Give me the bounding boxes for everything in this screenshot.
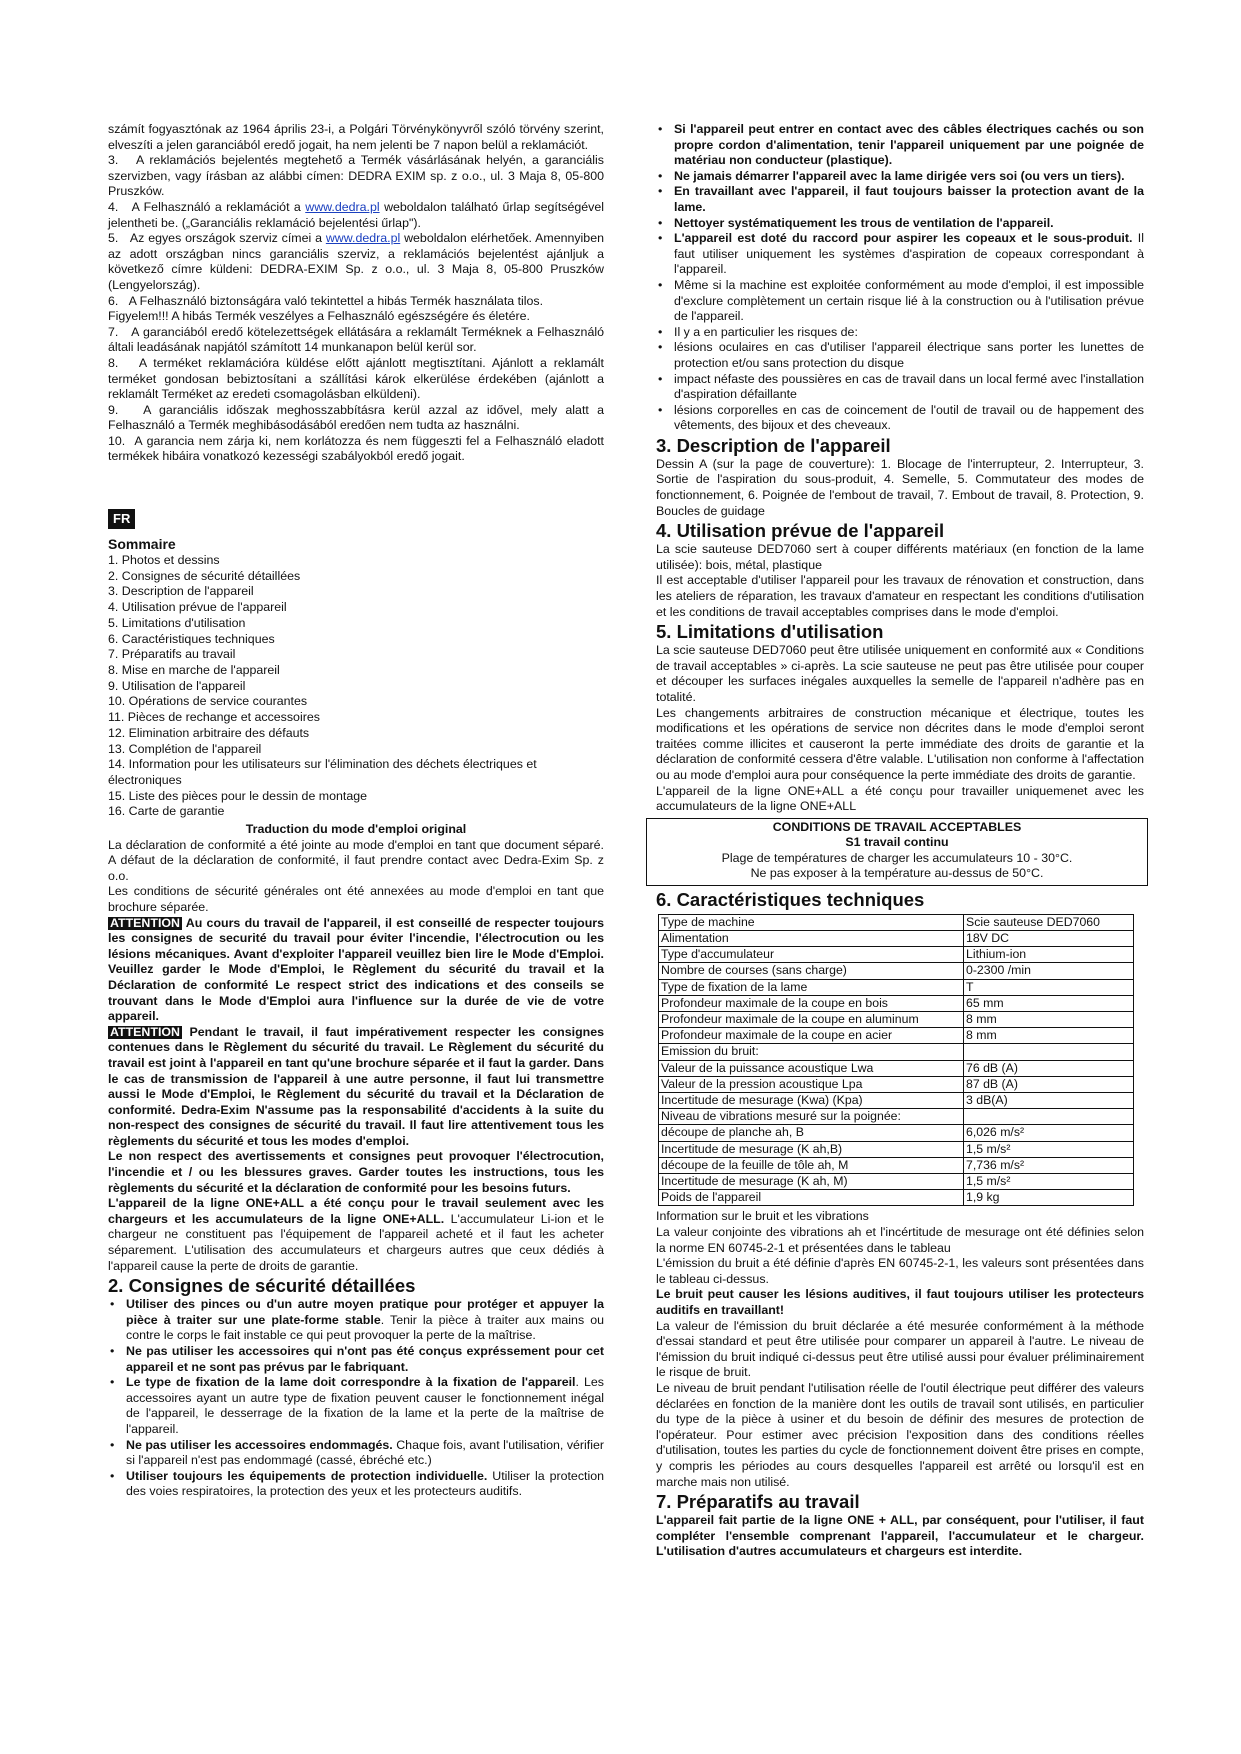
section-4-title: 4. Utilisation prévue de l'appareil: [656, 520, 945, 542]
table-row: [659, 1125, 1134, 1141]
hu-paragraph: Figyelem!!! A hibás Termék veszélyes a Felhasználó egészségére és életére.: [108, 309, 530, 324]
conditions-box: [646, 818, 1148, 886]
list-item: • impact néfaste des poussières en cas de travail dans un local fermé avec l'installation d'aspiration défaillante: [658, 371, 1144, 402]
toc-item: 7. Préparatifs au travail: [108, 647, 236, 662]
oneall-paragraph: [108, 1196, 604, 1274]
spec-value: 0-2300 /min: [964, 963, 1134, 979]
toc-item: 5. Limitations d'utilisation: [108, 615, 246, 630]
conditions-line: Plage de températures de charger les accumulateurs 10 - 30°C.: [721, 850, 1073, 865]
toc-item: 3. Description de l'appareil: [108, 584, 254, 599]
toc-item: 11. Pièces de rechange et accessoires: [108, 710, 320, 725]
list-item: • Même si la machine est exploitée conformément au mode d'emploi, il est impossible d'exclure complètement un certain risque lié à la construction ou à l'utilisation prévue de l'appareil.: [658, 277, 1144, 324]
hu-p5-text: 5. Az egyes országok szerviz címei a: [108, 231, 326, 246]
spec-label: Alimentation: [659, 930, 964, 946]
list-item: • lésions oculaires en cas d'utiliser l'appareil électrique sans porter les lunettes de protection et/ou sans protection du disque: [658, 340, 1144, 370]
toc-item: 1. Photos et dessins: [108, 553, 220, 568]
toc-item: 16. Carte de garantie: [108, 804, 225, 819]
spec-label: Profondeur maximale de la coupe en bois: [659, 995, 964, 1011]
list-item: • Utiliser toujours les équipements de protection individuelle. Utiliser la protection des voies respiratoires, la protection des yeux et les protecteurs auditifs.: [110, 1468, 604, 1499]
spec-label: Type de machine: [659, 914, 964, 930]
table-row: [659, 1174, 1134, 1190]
list-item: • lésions corporelles en cas de coincement de l'outil de travail ou de happement des vêtements, des bijoux et des cheveaux.: [658, 402, 1144, 433]
table-row: [659, 914, 1134, 930]
right-column: [656, 122, 1144, 1560]
table-row: [659, 995, 1134, 1011]
spec-label: Incertitude de mesurage (Kwa) (Kpa): [659, 1092, 964, 1108]
hu-paragraph: 7. A garanciából eredő kötelezettségek ellátására a reklamált Terméknek a Felhasználó általi leadásának napjától számított 14 munkanapon belül kerül sor.: [108, 324, 604, 355]
spec-label: Profondeur maximale de la coupe en acier: [659, 1028, 964, 1044]
spec-value: Lithium-ion: [964, 947, 1134, 963]
oneall-bold: L'appareil de la ligne ONE+ALL a été conçu pour le travail seulement avec les chargeurs et les accumulateurs de la ligne ONE+ALL.: [108, 1196, 604, 1226]
section-3-text: Dessin A (sur la page de couverture): 1. Blocage de l'interrupteur, 2. Interrupteur, 3. Sortie de l'aspiration du sous-produit, 4. Semelle, 5. Commutateur des modes de fonctionnement, 6. Poignée de l'embout de travail, 7. Embout de travail, 8. Protection, 9. Boucles de guidage: [656, 456, 1144, 518]
spec-value: 7,736 m/s²: [964, 1157, 1134, 1173]
table-row: [659, 1092, 1134, 1108]
hu-paragraph: 9. A garanciális időszak meghosszabbításra kerül azzal az idővel, mely alatt a Felhasználó a Termék meghibásodásából eredően nem tudta az használni.: [108, 402, 604, 433]
list-item: • Utiliser des pinces ou d'un autre moyen pratique pour protéger et appuyer la pièce à traiter sur une plate-forme stable. Tenir la pièce à traiter aux mains ou contre le corps le fait instable ce qui peut provoquer la perte de la maîtrise.: [110, 1297, 604, 1343]
toc-item: 9. Utilisation de l'appareil: [108, 678, 246, 693]
spec-label: Nombre de courses (sans charge): [659, 963, 964, 979]
attention-text: Pendant le travail, il faut impérativement respecter les consignes contenues dans le Règlement du sécurité du travail. Le Règlement du sécurité du travail est joint à l'appareil en tant qu'une brochure séparée et il faut la garder. Dans le cas de transmission de l'appareil à une autre personne, il faut lui transmettre aussi le Mode d'Emploi, le Règlement du sécurité du travail et la Déclaration de conformité. Dedra-Exim N'assume pas la responsabilité d'accidents à la suite du non-respect des consignes de sécurité du travail. Il faut lire attentivement tous les règlements du sécurité et tous les modes d'emploi.: [108, 1024, 604, 1148]
list-item: • L'appareil est doté du raccord pour aspirer les copeaux et le sous-produit. Il faut utiliser uniquement les systèmes d'aspiration de copeaux correspondant à l'appareil.: [658, 231, 1144, 277]
spec-label: Profondeur maximale de la coupe en aluminum: [659, 1011, 964, 1027]
spec-value: [964, 1109, 1134, 1125]
hu-paragraph: számít fogyasztónak az 1964 április 23-i, a Polgári Törvénykönyvről szóló törvény szerint, elveszíti a jelen garanciából eredő jogait, ha nem jelenti be 7 napon belül a reklamációt.: [108, 122, 604, 152]
section-7-text: L'appareil fait partie de la ligne ONE + ALL, par conséquent, pour l'utiliser, il faut compléter l'ensemble comprenant l'appareil, l'accumulateur et le chargeur. L'utilisation d'autres accumulateurs et chargeurs est interdite.: [656, 1513, 1144, 1559]
translation-title: Traduction du mode d'emploi original: [245, 822, 467, 837]
list-item: • Si l'appareil peut entrer en contact avec des câbles électriques cachés ou son propre cordon d'alimentation, tenir l'appareil uniquement par une poignée de matériau non conducteur (plastique).: [658, 122, 1144, 168]
hu-paragraph: 10. A garancia nem zárja ki, nem korlátozza és nem függeszti fel a Felhasználó eladott termékek hibáira vonatkozó kezességi szabályokból eredő jogait.: [108, 433, 604, 464]
list-item: • Ne pas utiliser les accessoires endommagés. Chaque fois, avant l'utilisation, vérifier si l'appareil n'est pas endommagé (cassé, ébréché etc.): [110, 1437, 604, 1468]
safety-list-continued: [656, 122, 1144, 434]
left-column: [108, 122, 604, 1500]
conditions-subtitle: S1 travail continu: [845, 835, 949, 850]
table-row: [659, 1028, 1134, 1044]
fr-flag-badge: FR: [108, 509, 135, 529]
spec-value: 87 dB (A): [964, 1076, 1134, 1092]
spec-value: T: [964, 979, 1134, 995]
spec-label: Niveau de vibrations mesuré sur la poignée:: [659, 1109, 964, 1125]
table-row: [659, 930, 1134, 946]
toc-item: 4. Utilisation prévue de l'appareil: [108, 600, 287, 615]
attention-label: ATTENTION: [110, 1024, 180, 1039]
spec-value: Scie sauteuse DED7060: [964, 914, 1134, 930]
hu-paragraph-4: [108, 200, 604, 231]
list-item: • En travaillant avec l'appareil, il faut toujours baisser la protection avant de la lame.: [658, 184, 1144, 214]
spec-label: Poids de l'appareil: [659, 1190, 964, 1206]
noise-info: L'émission du bruit a été définie d'après EN 60745-2-1, les valeurs sont présentées dans le tableau ci-dessus.: [656, 1256, 1144, 1286]
toc-item: 13. Complétion de l'appareil: [108, 741, 262, 756]
hu-p4-text: 4. A Felhasználó a reklamációt a: [108, 199, 306, 214]
toc-item: 15. Liste des pièces pour le dessin de montage: [108, 788, 367, 803]
hu-paragraph-5: [108, 231, 604, 293]
spec-value: 65 mm: [964, 995, 1134, 1011]
spec-label: Incertitude de mesurage (K ah,B): [659, 1141, 964, 1157]
table-row: [659, 1157, 1134, 1173]
spec-value: 6,026 m/s²: [964, 1125, 1134, 1141]
spec-label: Type de fixation de la lame: [659, 979, 964, 995]
spec-value: 3 dB(A): [964, 1092, 1134, 1108]
spec-label: découpe de la feuille de tôle ah, M: [659, 1157, 964, 1173]
toc-item: 8. Mise en marche de l'appareil: [108, 662, 280, 677]
noise-info: Information sur le bruit et les vibrations: [656, 1209, 869, 1224]
section-7-title: 7. Préparatifs au travail: [656, 1491, 860, 1513]
spec-label: Valeur de la pression acoustique Lpa: [659, 1076, 964, 1092]
table-row: [659, 1060, 1134, 1076]
table-row: [659, 1109, 1134, 1125]
table-row: [659, 963, 1134, 979]
hu-p5-text-post: weboldalon elérhetőek. Amennyiben az adott országban nincs garanciális szerviz, a reklamációs bejelentést ajánljuk a következő címre küldeni: DEDRA-EXIM Sp. z o.o., ul. 3 Maja 8, 05-800 Pruszków (Lengyelország).: [108, 231, 604, 292]
section-3-title: 3. Description de l'appareil: [656, 434, 891, 456]
specs-table: [658, 914, 1134, 1207]
table-row: [659, 1011, 1134, 1027]
section-2-title: 2. Consignes de sécurité détaillées: [108, 1275, 416, 1297]
attention-paragraph-1: [108, 916, 604, 1025]
list-item: • Nettoyer systématiquement les trous de ventilation de l'appareil.: [658, 215, 1054, 230]
spec-value: 1,9 kg: [964, 1190, 1134, 1206]
spec-value: 1,5 m/s²: [964, 1141, 1134, 1157]
table-row: [659, 979, 1134, 995]
intro-paragraph: La déclaration de conformité a été jointe au mode d'emploi en tant que document séparé. A défaut de la déclaration de conformité, il faut prendre contact avec Dedra-Exim Sp. z o.o.: [108, 837, 604, 883]
oneall-rest: L'accumulateur Li-ion et le chargeur ne constituent pas l'équipement de l'appareil acheté et il faut les acheter séparement. L'utilisation des accumulateurs et chargeurs autres que ceux dédiés à l'appareil cause la perte de droits de garantie.: [108, 1211, 604, 1273]
list-item: • Ne jamais démarrer l'appareil avec la lame dirigée vers soi (ou vers un tiers).: [658, 168, 1125, 183]
hu-paragraph: 6. A Felhasználó biztonságára való tekintettel a hibás Termék használata tilos.: [108, 293, 544, 308]
sommaire-title: Sommaire: [108, 536, 176, 553]
list-item: • Le type de fixation de la lame doit correspondre à la fixation de l'appareil. Les accessoires ayant un autre type de fixation peuvent causer le fonctionnement inégal de l'appareil, le desserrage de la fixation de la lame et la perte de la maîtrise de l'appareil.: [110, 1375, 604, 1436]
toc-item: 6. Caractéristiques techniques: [108, 631, 275, 646]
table-row: [659, 1044, 1134, 1060]
section-6-title: 6. Caractéristiques techniques: [656, 888, 925, 910]
spec-label: Valeur de la puissance acoustique Lwa: [659, 1060, 964, 1076]
attention-paragraph-2: [108, 1025, 604, 1150]
spec-label: Incertitude de mesurage (K ah, M): [659, 1174, 964, 1190]
list-item: • Il y a en particulier les risques de:: [658, 324, 858, 339]
table-row: [659, 1076, 1134, 1092]
table-row: [659, 1190, 1134, 1206]
safety-list: [108, 1297, 604, 1500]
spec-value: 8 mm: [964, 1011, 1134, 1027]
spec-value: 76 dB (A): [964, 1060, 1134, 1076]
spec-value: 18V DC: [964, 930, 1134, 946]
section-5-title: 5. Limitations d'utilisation: [656, 621, 884, 643]
hu-paragraph: 8. A terméket reklamációra küldése előtt ajánlott megtisztítani. Ajánlott a reklamált terméket gondosan bebiztosítani a szállítási károk elkerülése érdekében (ajánlott a reklamált Terméket az eredeti csomagolásban elküldeni).: [108, 355, 604, 402]
noise-info: La valeur de l'émission du bruit déclarée a été mesurée conformément à la méthode d'essai standard et peut être utilisée pour comparer un appareil à l'autre. Le niveau de l'émission du bruit indiqué ci-dessus peut être utilisé aussi pour évaluer préliminairement le risque de bruit.: [656, 1318, 1144, 1380]
noise-info: Le niveau de bruit pendant l'utilisation réelle de l'outil électrique peut différer des valeurs déclarées en fonction de la manière dont les outils de travail sont utilisés, en particulier du type de la pièce à usiner et du besoin de définir des mesures de protection de l'opérateur. Pour estimer avec précision l'exposition dans des conditions réelles d'utilisation, toutes les parties du cycle de fonctionnement doivent être prises en compte, y compris les périodes au cours desquelles l'appareil est arrêté ou lorsqu'il est en marche mais non utilisé.: [656, 1380, 1144, 1489]
spec-label: Type d'accumulateur: [659, 947, 964, 963]
section-4-text: Il est acceptable d'utiliser l'appareil pour les travaux de rénovation et construction, dans les ateliers de réparation, les travaux d'amateur en respectant les conditions d'utilisation et les conditions de travail acceptables comprises dans le mode d'emploi.: [656, 573, 1144, 619]
intro-paragraph: Les conditions de sécurité générales ont été annexées au mode d'emploi en tant que brochure séparée.: [108, 884, 604, 914]
toc-list: [108, 553, 604, 820]
hu-p4-text-post: weboldalon található űrlap segítségével jelentheti be. („Garanciális reklamáció bejelentési űrlap").: [108, 199, 604, 230]
warning-paragraph: Le non respect des avertissements et consignes peut provoquer l'électrocution, l'incendie et / ou les blessures graves. Garder toutes les instructions, tous les règlements du sécurité et la déclaration de conformité pour les besoins futurs.: [108, 1149, 604, 1195]
dedra-link[interactable]: www.dedra.pl: [305, 199, 380, 214]
noise-info: La valeur conjointe des vibrations ah et l'incértitude de mesurage ont été définies selon la norme EN 60745-2-1 et présentées dans le tableau: [656, 1225, 1144, 1255]
hu-paragraph: 3. A reklamációs bejelentés megtehető a Termék vásárlásának helyén, a garanciális szervizben, vagy írásban az alábbi címen: DEDRA EXIM sp. z o.o., ul. 3 Maja 8, 05-800 Pruszków.: [108, 153, 604, 199]
conditions-title: CONDITIONS DE TRAVAIL ACCEPTABLES: [772, 819, 1022, 834]
section-5-text: Les changements arbitraires de construction mécanique et électrique, toutes les modifications et les opérations de service non décrites dans le mode d'emploi seront traitées comme illicites et causeront la perte immédiate des droits de garantie et la déclaration de conformité cessera d'être valable. L'utilisation non conforme à l'affectation ou au mode d'emploi aura pour conséquence la perte immédiate des droits de garantie.: [656, 705, 1144, 782]
spec-value: [964, 1044, 1134, 1060]
section-4-text: La scie sauteuse DED7060 sert à couper différents matériaux (en fonction de la lame utilisée): bois, métal, plastique: [656, 542, 1144, 572]
toc-item: 2. Consignes de sécurité détaillées: [108, 568, 301, 583]
dedra-link[interactable]: www.dedra.pl: [325, 231, 401, 246]
attention-label: ATTENTION: [110, 915, 180, 930]
toc-item: 10. Opérations de service courantes: [108, 694, 308, 709]
spec-label: découpe de planche ah, B: [659, 1125, 964, 1141]
spec-value: 1,5 m/s²: [964, 1174, 1134, 1190]
spec-value: 8 mm: [964, 1028, 1134, 1044]
toc-item: 12. Elimination arbitraire des défauts: [108, 725, 310, 740]
table-row: [659, 1141, 1134, 1157]
conditions-line: Ne pas exposer à la température au-dessus de 50°C.: [750, 866, 1044, 881]
list-item: • Ne pas utiliser les accessoires qui n'ont pas été conçus expréssement pour cet appareil et ne sont pas prévus par le fabriquant.: [110, 1344, 604, 1374]
section-5-text: L'appareil de la ligne ONE+ALL a été conçu pour travailler uniquemenet avec les accumulateurs de la ligne ONE+ALL: [656, 783, 1144, 814]
table-row: [659, 947, 1134, 963]
attention-text: Au cours du travail de l'appareil, il est conseillé de respecter toujours les consignes de securité du travail pour éviter l'incendie, l'électrocution ou les lésions mécaniques. Avant d'exploiter l'appareil veuillez bien lire le Mode d'Emploi. Veuillez garder le Mode d'Emploi, le Règlement du sécurité du travail et la Déclaration de conformité Le respect strict des indications et des conseils se trouvant dans le Mode d'Emploi aura l'influence sur la durée de vie de votre appareil.: [108, 915, 604, 1024]
spec-label: Emission du bruit:: [659, 1044, 964, 1060]
section-5-text: La scie sauteuse DED7060 peut être utilisée uniquement en conformité aux « Conditions de travail acceptables » ci-après. La scie sauteuse ne peut pas être utilisée pour couper et découper les surfaces inégales auxquelles la semelle de l'appareil n'adhère pas en totalité.: [656, 643, 1144, 704]
toc-item: 14. Information pour les utilisateurs sur l'élimination des déchets électriques et électroniques: [108, 757, 537, 787]
noise-warning: Le bruit peut causer les lésions auditives, il faut toujours utiliser les protecteurs auditifs en travaillant!: [656, 1287, 1144, 1317]
